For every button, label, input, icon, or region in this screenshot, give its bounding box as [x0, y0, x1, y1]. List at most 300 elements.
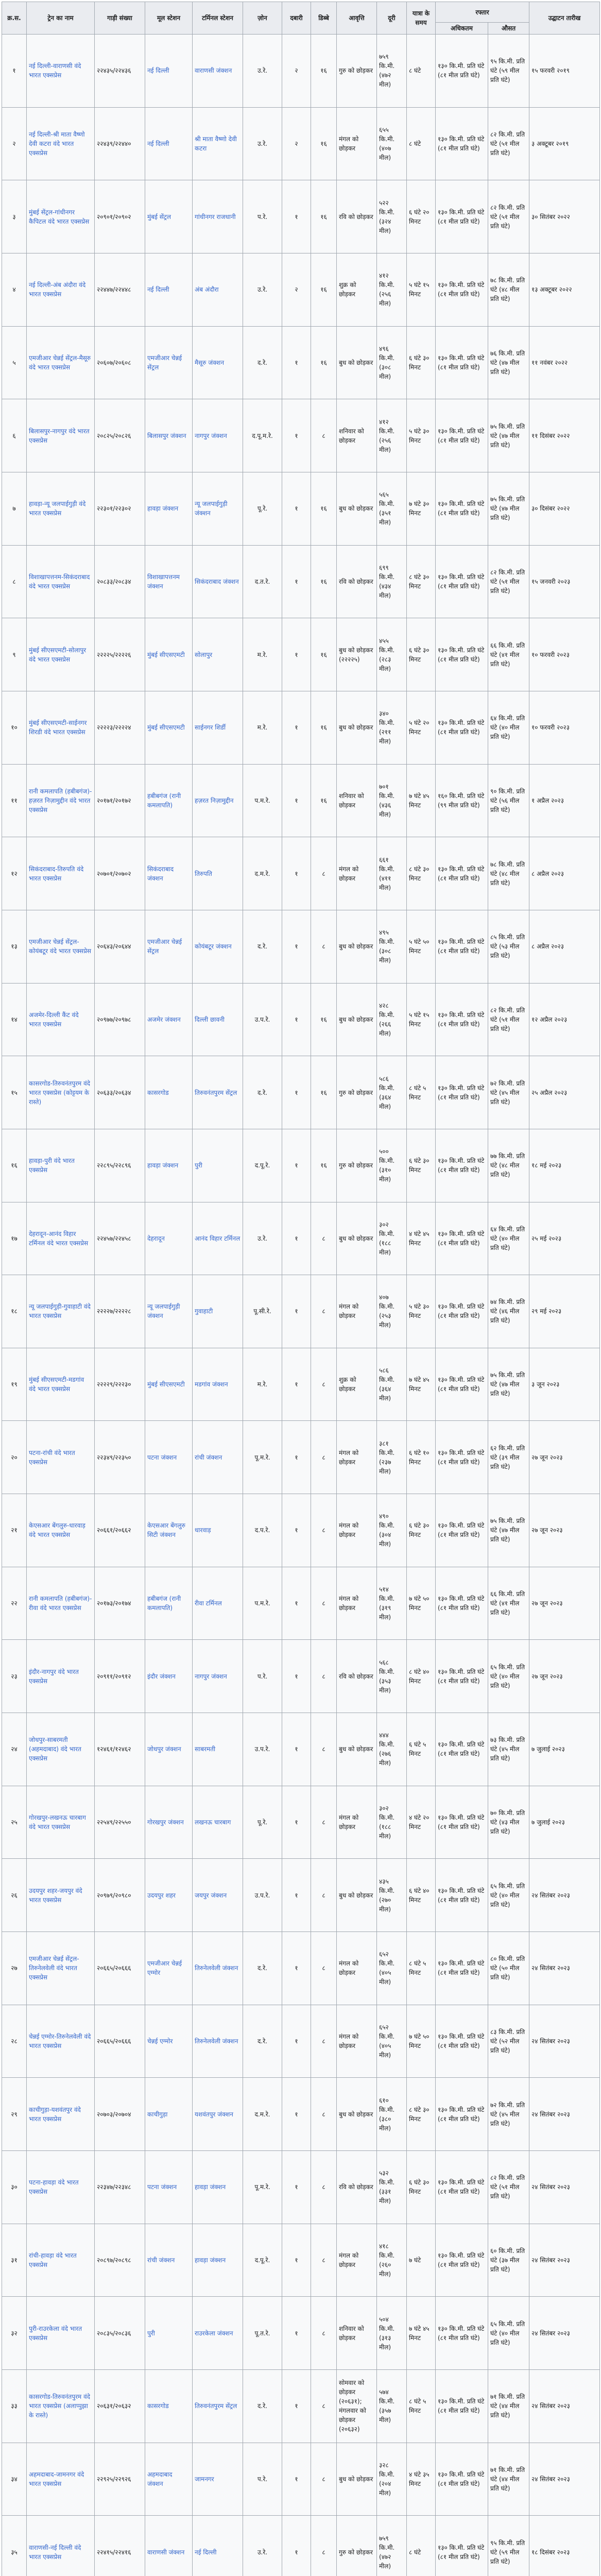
cell-terminal[interactable]: सोलापुर	[193, 618, 243, 691]
cell-name[interactable]: अजमेर-दिल्ली कैंट वंदे भारत एक्सप्रेस	[27, 983, 95, 1056]
cell-speed-max: १३० कि.मी. प्रति घंटे (८१ मील प्रति घंटे)	[436, 2005, 488, 2078]
cell-terminal[interactable]: हावड़ा जंक्शन	[193, 2224, 243, 2297]
cell-coaches: १६	[311, 618, 337, 691]
cell-terminal[interactable]: जामनगर	[193, 2443, 243, 2516]
cell-date: २४ सितंबर २०२३	[529, 2078, 600, 2151]
cell-days: मंगल को छोड़कर	[337, 1494, 377, 1567]
cell-name[interactable]: मुंबई सीएसएमटी-सोलापुर वंदे भारत एक्सप्रेस	[27, 618, 95, 691]
cell-days: मंगल को छोड़कर	[337, 837, 377, 910]
cell-time: ८ घंटे ३० मिनट	[407, 837, 436, 910]
cell-freq: १	[282, 764, 311, 837]
cell-no: २७	[2, 1932, 27, 2005]
cell-time: ८ घंटे ४० मिनट	[407, 1640, 436, 1713]
cell-number: २२५४९/२२५५०	[95, 1786, 145, 1859]
cell-number: १२४६१/१२४६२	[95, 1713, 145, 1786]
cell-coaches: १६	[311, 1056, 337, 1129]
cell-name[interactable]: हावड़ा-न्यू जलपाईगुड़ी वंदे भारत एक्सप्रेस	[27, 472, 95, 545]
cell-name[interactable]: काचीगुड़ा-यशवंतपुर वंदे भारत एक्सप्रेस	[27, 2078, 95, 2151]
cell-distance: ४९६ कि.मी. (३०८ मील)	[377, 326, 407, 399]
cell-freq: १	[282, 1567, 311, 1640]
cell-speed-max: १३० कि.मी. प्रति घंटे (८१ मील प्रति घंटे)	[436, 1129, 488, 1202]
cell-speed-max: १३० कि.मी. प्रति घंटे (८१ मील प्रति घंटे)	[436, 1348, 488, 1421]
cell-zone: द.पू.म.रे.	[243, 399, 282, 472]
cell-name[interactable]: एमजीआर चेन्नई सेंट्रल-तिरुनेलवेली वंदे भारत एक्सप्रेस	[27, 1932, 95, 2005]
cell-coaches: १६	[311, 764, 337, 837]
cell-origin[interactable]: मुंबई सीएसएमटी	[145, 618, 193, 691]
cell-speed-avg: ८२ कि.मी. प्रति घंटे (५१ मील प्रति घंटे)	[488, 983, 529, 1056]
cell-freq: १	[282, 399, 311, 472]
cell-terminal[interactable]: धारवाड़	[193, 1494, 243, 1567]
cell-zone: पू.सी.रे.	[243, 1275, 282, 1348]
cell-freq: १	[282, 2516, 311, 2576]
header-distance[interactable]: दूरी	[377, 2, 407, 35]
cell-speed-max: १३० कि.मी. प्रति घंटे (८१ मील प्रति घंटे)	[436, 1056, 488, 1129]
cell-terminal[interactable]: रांची जंक्शन	[193, 1421, 243, 1494]
cell-distance: ५१४ कि.मी. (३१९ मील)	[377, 1567, 407, 1640]
cell-coaches: ८	[311, 399, 337, 472]
cell-origin[interactable]: पटना जंक्शन	[145, 1421, 193, 1494]
cell-freq: १	[282, 2370, 311, 2443]
cell-terminal[interactable]: साबरमती	[193, 1713, 243, 1786]
cell-origin[interactable]: एमजीआर चेन्नई एग्मोर	[145, 1932, 193, 2005]
cell-number: २२४१५/२२४१६	[95, 2516, 145, 2576]
cell-terminal[interactable]: लखनऊ चारबाग	[193, 1786, 243, 1859]
cell-name[interactable]: रानी कमलापति (हबीबगंज)-हज़रत निज़ामुद्दीन वंदे भारत एक्सप्रेस	[27, 764, 95, 837]
cell-number: २०९११/२०९१२	[95, 1640, 145, 1713]
cell-name[interactable]: अहमदाबाद-जामनगर वंदे भारत एक्सप्रेस	[27, 2443, 95, 2516]
cell-days: शनिवार को छोड़कर	[337, 2297, 377, 2370]
cell-no: ३	[2, 180, 27, 253]
cell-no: ३१	[2, 2224, 27, 2297]
cell-speed-max: १३० कि.मी. प्रति घंटे (८१ मील प्रति घंटे)	[436, 2516, 488, 2576]
cell-name[interactable]: नई दिल्ली-श्री माता वैष्णो देवी कटरा वंदे भारत एक्सप्रेस	[27, 107, 95, 180]
cell-speed-avg: ७५ कि.मी. प्रति घंटे (४७ मील प्रति घंटे)	[488, 399, 529, 472]
cell-number: २२४५७/२२४५८	[95, 1202, 145, 1275]
cell-time: ४ घंटे ३५ मिनट	[407, 2443, 436, 2516]
cell-freq: २	[282, 107, 311, 180]
cell-name[interactable]: रांची-हावड़ा वंदे भारत एक्सप्रेस	[27, 2224, 95, 2297]
table-row	[2, 1056, 600, 1129]
cell-origin[interactable]: वाराणसी जंक्शन	[145, 2516, 193, 2576]
cell-terminal[interactable]: नई दिल्ली	[193, 2516, 243, 2576]
cell-days: मंगल को छोड़कर	[337, 1932, 377, 2005]
cell-freq: १	[282, 326, 311, 399]
cell-no: २०	[2, 1421, 27, 1494]
cell-freq: १	[282, 2443, 311, 2516]
cell-origin[interactable]: हबीबगंज (रानी कमलापति)	[145, 764, 193, 837]
cell-freq: १	[282, 910, 311, 983]
cell-time: ६ घंटे ३० मिनट	[407, 1494, 436, 1567]
table-row	[2, 1129, 600, 1202]
cell-terminal[interactable]: तिरुवनंतपुरम सेंट्रल	[193, 1056, 243, 1129]
cell-name[interactable]: उदयपुर शहर-जयपुर वंदे भारत एक्सप्रेस	[27, 1859, 95, 1932]
cell-speed-max: १३० कि.मी. प्रति घंटे (८१ मील प्रति घंटे)	[436, 2224, 488, 2297]
cell-zone: प.रे.	[243, 1640, 282, 1713]
cell-speed-max: १३० कि.मी. प्रति घंटे (८१ मील प्रति घंटे)	[436, 2151, 488, 2224]
cell-coaches: ८	[311, 2297, 337, 2370]
cell-date: २७ जून २०२३	[529, 1567, 600, 1640]
cell-date: २५ अप्रैल २०२३	[529, 1056, 600, 1129]
cell-no: ५	[2, 326, 27, 399]
cell-speed-avg: ६५ कि.मी. प्रति घंटे (४० मील प्रति घंटे)	[488, 1859, 529, 1932]
cell-freq: १	[282, 837, 311, 910]
cell-origin[interactable]: हावड़ा जंक्शन	[145, 1129, 193, 1202]
cell-terminal[interactable]: न्यू जलपाईगुड़ी जंक्शन	[193, 472, 243, 545]
cell-origin[interactable]: एमजीआर चेन्नई सेंट्रल	[145, 910, 193, 983]
cell-distance: ६५२ कि.मी. (४०५ मील)	[377, 1932, 407, 2005]
cell-origin[interactable]: देहरादून	[145, 1202, 193, 1275]
cell-number: २०६६१/२०६६२	[95, 1494, 145, 1567]
cell-speed-max: १३० कि.मी. प्रति घंटे (८१ मील प्रति घंटे)	[436, 2443, 488, 2516]
cell-terminal[interactable]: तिरुपति	[193, 837, 243, 910]
cell-origin[interactable]: अजमेर जंक्शन	[145, 983, 193, 1056]
cell-distance: ४१२ कि.मी. (२५६ मील)	[377, 399, 407, 472]
cell-origin[interactable]: कासरगोड	[145, 2370, 193, 2443]
cell-date: ३ अक्टूबर २०१९	[529, 107, 600, 180]
cell-origin[interactable]: इंदौर जंक्शन	[145, 1640, 193, 1713]
cell-speed-max: १३० कि.मी. प्रति घंटे (८१ मील प्रति घंटे)	[436, 253, 488, 326]
cell-date: १८ दिसंबर २०२३	[529, 2516, 600, 2576]
cell-days: रवि को छोड़कर	[337, 2151, 377, 2224]
cell-terminal[interactable]: तिरुनेलवेली जंक्शन	[193, 2005, 243, 2078]
cell-coaches: ८	[311, 1567, 337, 1640]
cell-zone: पू.रे.	[243, 1786, 282, 1859]
cell-speed-max: १३० कि.मी. प्रति घंटे (८१ मील प्रति घंटे)	[436, 545, 488, 618]
header-origin[interactable]: मूल स्टेशन	[145, 2, 193, 35]
header-inaugurated[interactable]: उद्घाटन तारीख	[529, 2, 600, 35]
cell-time: ८ घंटे ५ मिनट	[407, 1056, 436, 1129]
cell-speed-avg: ८२ कि.मी. प्रति घंटे (५१ मील प्रति घंटे)	[488, 545, 529, 618]
cell-speed-avg: ८० कि.मी. प्रति घंटे (५० मील प्रति घंटे)	[488, 1932, 529, 2005]
cell-coaches: १६	[311, 472, 337, 545]
cell-date: २४ सितंबर २०२३	[529, 2224, 600, 2297]
cell-origin[interactable]: नई दिल्ली	[145, 35, 193, 108]
cell-terminal[interactable]: जयपुर जंक्शन	[193, 1859, 243, 1932]
cell-distance: ३४० कि.मी. (२११ मील)	[377, 691, 407, 764]
cell-name[interactable]: मुंबई सीएसएमटी-साईनगर शिरडी वंदे भारत एक्सप्रेस	[27, 691, 95, 764]
cell-origin[interactable]: नई दिल्ली	[145, 253, 193, 326]
cell-name[interactable]: बिलासपुर-नागपुर वंदे भारत एक्सप्रेस	[27, 399, 95, 472]
table-body	[2, 35, 600, 2576]
table-row	[2, 1713, 600, 1786]
cell-coaches: ८	[311, 910, 337, 983]
cell-time: ८ घंटे ५ मिनट	[407, 1932, 436, 2005]
cell-no: १५	[2, 1056, 27, 1129]
cell-days: बुध को छोड़कर	[337, 1859, 377, 1932]
cell-no: १७	[2, 1202, 27, 1275]
cell-no: ३०	[2, 2151, 27, 2224]
cell-days: शनिवार को छोड़कर	[337, 764, 377, 837]
cell-date: १२ अप्रैल २०२३	[529, 983, 600, 1056]
cell-terminal[interactable]: रीवा टर्मिनल	[193, 1567, 243, 1640]
cell-speed-avg: ६४ कि.मी. प्रति घंटे (४० मील प्रति घंटे)	[488, 1202, 529, 1275]
cell-no: १८	[2, 1275, 27, 1348]
cell-speed-avg: ६५ कि.मी. प्रति घंटे (४० मील प्रति घंटे)	[488, 1640, 529, 1713]
cell-speed-avg: ६० कि.मी. प्रति घंटे (३७ मील प्रति घंटे)	[488, 2224, 529, 2297]
cell-number: २२२२५/२२२२६	[95, 618, 145, 691]
cell-terminal[interactable]: तिरुवनंतपुरम सेंट्रल	[193, 2370, 243, 2443]
cell-no: ३५	[2, 2516, 27, 2576]
cell-speed-avg: ६२ कि.मी. प्रति घंटे (३९ मील प्रति घंटे)	[488, 1421, 529, 1494]
header-speed: रफ्तार	[436, 2, 529, 23]
cell-coaches: ८	[311, 1640, 337, 1713]
cell-terminal[interactable]: नागपुर जंक्शन	[193, 1640, 243, 1713]
cell-no: ६	[2, 399, 27, 472]
table-row	[2, 910, 600, 983]
cell-origin[interactable]: मुंबई सीएसएमटी	[145, 691, 193, 764]
cell-terminal[interactable]: यशवंतपुर जंक्शन	[193, 2078, 243, 2151]
cell-freq: १	[282, 1713, 311, 1786]
header-no[interactable]: क्र.स.	[2, 2, 27, 35]
cell-origin[interactable]: सिकंदराबाद जंक्शन	[145, 837, 193, 910]
cell-origin[interactable]: चेन्नई एग्मोर	[145, 2005, 193, 2078]
header-terminal[interactable]: टर्मिनल स्टेशन	[193, 2, 243, 35]
header-speed-avg[interactable]: औसत	[488, 23, 529, 35]
cell-terminal[interactable]: मैसूरु जंक्शन	[193, 326, 243, 399]
cell-no: २६	[2, 1859, 27, 1932]
cell-terminal[interactable]: हज़रत निज़ामुद्दीन	[193, 764, 243, 837]
cell-freq: १	[282, 2297, 311, 2370]
cell-origin[interactable]: उदयपुर शहर	[145, 1859, 193, 1932]
cell-origin[interactable]: नई दिल्ली	[145, 107, 193, 180]
cell-number: २२४३९/२२४४०	[95, 107, 145, 180]
cell-no: १९	[2, 1348, 27, 1421]
table-row	[2, 2078, 600, 2151]
cell-days: मंगल को छोड़कर	[337, 107, 377, 180]
cell-terminal[interactable]: सिकंदराबाद जंक्शन	[193, 545, 243, 618]
cell-no: १६	[2, 1129, 27, 1202]
cell-date: १ अप्रैल २०२३	[529, 764, 600, 837]
cell-freq: २	[282, 253, 311, 326]
cell-terminal[interactable]: गांधीनगर राजधानी	[193, 180, 243, 253]
cell-speed-avg: ७५ कि.मी. प्रति घंटे (४७ मील प्रति घंटे)	[488, 1348, 529, 1421]
cell-origin[interactable]: हावड़ा जंक्शन	[145, 472, 193, 545]
cell-terminal[interactable]: वाराणसी जंक्शन	[193, 35, 243, 108]
cell-speed-avg: ६४ कि.मी. प्रति घंटे (४० मील प्रति घंटे)	[488, 691, 529, 764]
header-days[interactable]: आवृत्ति	[337, 2, 377, 35]
cell-terminal[interactable]: मडगांव जंक्शन	[193, 1348, 243, 1421]
cell-name[interactable]: पटना-रांची वंदे भारत एक्सप्रेस	[27, 1421, 95, 1494]
cell-name[interactable]: इंदौर-नागपुर वंदे भारत एक्सप्रेस	[27, 1640, 95, 1713]
header-time[interactable]: यात्रा के समय	[407, 2, 436, 35]
cell-name[interactable]: कासरगोड-तिरुवनंतपुरम वंदे भारत एक्सप्रेस (कोट्टयम के रास्ते)	[27, 1056, 95, 1129]
cell-freq: १	[282, 2151, 311, 2224]
cell-coaches: १६	[311, 545, 337, 618]
cell-date: २४ सितंबर २०२३	[529, 2297, 600, 2370]
cell-distance: ४४४ कि.मी. (२७६ मील)	[377, 1713, 407, 1786]
cell-origin[interactable]: केएसआर बेंगलुरु सिटी जंक्शन	[145, 1494, 193, 1567]
cell-origin[interactable]: एमजीआर चेन्नई सेंट्रल	[145, 326, 193, 399]
cell-time: ७ घंटे ४५ मिनट	[407, 1348, 436, 1421]
cell-days: रवि को छोड़कर	[337, 1640, 377, 1713]
cell-name[interactable]: सिकंदराबाद-तिरुपति वंदे भारत एक्सप्रेस	[27, 837, 95, 910]
cell-coaches: १६	[311, 983, 337, 1056]
cell-coaches: ८	[311, 2516, 337, 2576]
cell-no: २२	[2, 1567, 27, 1640]
cell-zone: प.म.रे.	[243, 764, 282, 837]
cell-freq: १	[282, 1421, 311, 1494]
cell-name[interactable]: वाराणसी-नई दिल्ली वंदे भारत एक्सप्रेस	[27, 2516, 95, 2576]
cell-zone: उ.रे.	[243, 1202, 282, 1275]
cell-time: ७ घंटे	[407, 2224, 436, 2297]
cell-speed-max: १३० कि.मी. प्रति घंटे (८१ मील प्रति घंटे)	[436, 1421, 488, 1494]
cell-distance: ४१२ कि.मी. (२५६ मील)	[377, 253, 407, 326]
header-name[interactable]: ट्रेन का नाम	[27, 2, 95, 35]
cell-time: ७ घंटे ४५ मिनट	[407, 764, 436, 837]
cell-freq: १	[282, 545, 311, 618]
cell-days: गुरु को छोड़कर	[337, 1056, 377, 1129]
cell-distance: ३८१ कि.मी. (२३७ मील)	[377, 1421, 407, 1494]
header-speed-max[interactable]: अधिकतम	[436, 23, 488, 35]
cell-distance: ४२८ कि.मी. (२६६ मील)	[377, 983, 407, 1056]
table-row	[2, 2005, 600, 2078]
table-row	[2, 983, 600, 1056]
cell-speed-max: १३० कि.मी. प्रति घंटे (८१ मील प्रति घंटे)	[436, 618, 488, 691]
header-coaches[interactable]: डिब्बे	[311, 2, 337, 35]
cell-origin[interactable]: न्यू जलपाईगुड़ी जंक्शन	[145, 1275, 193, 1348]
cell-time: ७ घंटे ५० मिनट	[407, 2005, 436, 2078]
cell-origin[interactable]: पटना जंक्शन	[145, 2151, 193, 2224]
cell-speed-max: १३० कि.मी. प्रति घंटे (८१ मील प्रति घंटे)	[436, 107, 488, 180]
cell-name[interactable]: देहरादून-आनंद विहार टर्मिनल वंदे भारत एक्सप्रेस	[27, 1202, 95, 1275]
cell-date: २४ सितंबर २०२३	[529, 1932, 600, 2005]
cell-name[interactable]: मुंबई सेंट्रल-गांधीनगर कैपिटल वंदे भारत एक्सप्रेस	[27, 180, 95, 253]
cell-distance: ६६१ कि.मी. (४११ मील)	[377, 837, 407, 910]
cell-days: मंगल को छोड़कर	[337, 2005, 377, 2078]
cell-zone: प.म.रे.	[243, 1567, 282, 1640]
cell-no: २४	[2, 1713, 27, 1786]
cell-speed-max: १३० कि.मी. प्रति घंटे (८१ मील प्रति घंटे)	[436, 180, 488, 253]
cell-terminal[interactable]: आनंद विहार टर्मिनल	[193, 1202, 243, 1275]
cell-name[interactable]: चेन्नई एग्मोर-तिरुनेलवेली वंदे भारत एक्सप्रेस	[27, 2005, 95, 2078]
cell-origin[interactable]: जोधपुर जंक्शन	[145, 1713, 193, 1786]
cell-time: ६ घंटे ३० मिनट	[407, 2151, 436, 2224]
cell-origin[interactable]: गोरखपुर जंक्शन	[145, 1786, 193, 1859]
cell-terminal[interactable]: दिल्ली छावनी	[193, 983, 243, 1056]
cell-coaches: १६	[311, 326, 337, 399]
cell-speed-avg: ६६ कि.मी. प्रति घंटे (४१ मील प्रति घंटे)	[488, 618, 529, 691]
cell-terminal[interactable]: गुवाहाटी	[193, 1275, 243, 1348]
cell-terminal[interactable]: हावड़ा जंक्शन	[193, 2151, 243, 2224]
cell-freq: १	[282, 1129, 311, 1202]
cell-freq: १	[282, 2224, 311, 2297]
cell-number: २०६६५/२०६६६	[95, 1932, 145, 2005]
cell-distance: ६५५ कि.मी. (४०७ मील)	[377, 107, 407, 180]
cell-zone: प.रे.	[243, 180, 282, 253]
cell-name[interactable]: नई दिल्ली-अंब अंदौरा वंदे भारत एक्सप्रेस	[27, 253, 95, 326]
cell-origin[interactable]: मुंबई सीएसएमटी	[145, 1348, 193, 1421]
cell-distance: ४९५ कि.मी. (३०८ मील)	[377, 910, 407, 983]
cell-terminal[interactable]: अंब अंदौरा	[193, 253, 243, 326]
cell-number: २२४४७/२२४४८	[95, 253, 145, 326]
cell-origin[interactable]: पुरी	[145, 2297, 193, 2370]
cell-name[interactable]: एमजीआर चेन्नई सेंट्रल-मैसूरु वंदे भारत एक्सप्रेस	[27, 326, 95, 399]
cell-terminal[interactable]: तिरुनेलवेली जंक्शन	[193, 1932, 243, 2005]
cell-zone: प.रे.	[243, 2443, 282, 2516]
cell-days: गुरु को छोड़कर	[337, 1129, 377, 1202]
cell-terminal[interactable]: राउरकेला जंक्शन	[193, 2297, 243, 2370]
cell-number: २०८२५/२०८२६	[95, 399, 145, 472]
cell-name[interactable]: पटना-हावड़ा वंदे भारत एक्सप्रेस	[27, 2151, 95, 2224]
table-row	[2, 399, 600, 472]
cell-days: शुक्र को छोड़कर	[337, 1348, 377, 1421]
table-row	[2, 1202, 600, 1275]
cell-no: २१	[2, 1494, 27, 1567]
cell-speed-max: १६० कि.मी. प्रति घंटे (९९ मील प्रति घंटे)	[436, 764, 488, 837]
cell-speed-avg: ९५ कि.मी. प्रति घंटे (५९ मील प्रति घंटे)	[488, 35, 529, 108]
cell-days: गुरु को छोड़कर	[337, 2516, 377, 2576]
cell-zone: पू.म.रे.	[243, 1421, 282, 1494]
cell-speed-avg: ७१ कि.मी. प्रति घंटे (४४ मील प्रति घंटे)	[488, 2443, 529, 2516]
cell-terminal[interactable]: श्री माता वैष्णो देवी कटरा	[193, 107, 243, 180]
cell-origin[interactable]: रांची जंक्शन	[145, 2224, 193, 2297]
cell-number: २०१७१/२०१७२	[95, 764, 145, 837]
cell-speed-max: १३० कि.मी. प्रति घंटे (८१ मील प्रति घंटे)	[436, 472, 488, 545]
cell-name[interactable]: पुरी-राउरकेला वंदे भारत एक्सप्रेस	[27, 2297, 95, 2370]
cell-speed-avg: ७७ कि.मी. प्रति घंटे (४८ मील प्रति घंटे)	[488, 1129, 529, 1202]
cell-origin[interactable]: मुंबई सेंट्रल	[145, 180, 193, 253]
cell-freq: १	[282, 1640, 311, 1713]
cell-distance: ४१८ कि.मी. (२६० मील)	[377, 2224, 407, 2297]
cell-name[interactable]: जोधपुर-साबरमती (अहमदाबाद) वंदे भारत एक्सप्रेस	[27, 1713, 95, 1786]
cell-zone: उ.रे.	[243, 253, 282, 326]
cell-name[interactable]: केएसआर बेंगलुरु-धारवाड़ वंदे भारत एक्सप्रेस	[27, 1494, 95, 1567]
cell-speed-avg: ७० कि.मी. प्रति घंटे (४३ मील प्रति घंटे)	[488, 1786, 529, 1859]
cell-number: २२३४९/२२३५०	[95, 1421, 145, 1494]
cell-distance: ३०२ कि.मी. (१८८ मील)	[377, 1202, 407, 1275]
cell-name[interactable]: न्यू जलपाईगुड़ी-गुवाहाटी वंदे भारत एक्सप्रेस	[27, 1275, 95, 1348]
cell-origin[interactable]: विशाखापत्तनम जंक्शन	[145, 545, 193, 618]
cell-number: २०८३३/२०८३४	[95, 545, 145, 618]
cell-name[interactable]: नई दिल्ली-वाराणसी वंदे भारत एक्सप्रेस	[27, 35, 95, 108]
cell-origin[interactable]: अहमदाबाद जंक्शन	[145, 2443, 193, 2516]
cell-time: ४ घंटे २० मिनट	[407, 1786, 436, 1859]
cell-terminal[interactable]: नागपुर जंक्शन	[193, 399, 243, 472]
header-number[interactable]: गाड़ी संख्या	[95, 2, 145, 35]
cell-terminal[interactable]: साईनगर शिर्डी	[193, 691, 243, 764]
cell-time: ४ घंटे ४५ मिनट	[407, 1202, 436, 1275]
table-row	[2, 35, 600, 108]
cell-time: ५ घंटे ३० मिनट	[407, 1275, 436, 1348]
cell-origin[interactable]: काचीगुड़ा	[145, 2078, 193, 2151]
cell-zone: उ.प.रे.	[243, 1859, 282, 1932]
cell-name[interactable]: विशाखापत्तनम-सिकंदराबाद वंदे भारत एक्सप्रेस	[27, 545, 95, 618]
cell-name[interactable]: रानी कमलापति (हबीबगंज)-रीवा वंदे भारत एक्सप्रेस	[27, 1567, 95, 1640]
cell-origin[interactable]: हबीबगंज (रानी कमलापति)	[145, 1567, 193, 1640]
cell-speed-avg: ७८ कि.मी. प्रति घंटे (४८ मील प्रति घंटे)	[488, 253, 529, 326]
cell-origin[interactable]: बिलासपुर जंक्शन	[145, 399, 193, 472]
cell-terminal[interactable]: पुरी	[193, 1129, 243, 1202]
cell-terminal[interactable]: कोयंबटूर जंक्शन	[193, 910, 243, 983]
cell-zone: द.पू.रे.	[243, 1129, 282, 1202]
cell-origin[interactable]: कासरगोड	[145, 1056, 193, 1129]
cell-days: बुध को छोड़कर	[337, 1713, 377, 1786]
cell-freq: १	[282, 1202, 311, 1275]
cell-name[interactable]: गोरखपुर-लखनऊ चारबाग वंदे भारत एक्सप्रेस	[27, 1786, 95, 1859]
cell-name[interactable]: हावड़ा-पुरी वंदे भारत एक्सप्रेस	[27, 1129, 95, 1202]
cell-speed-avg: ९५ कि.मी. प्रति घंटे (५९ मील प्रति घंटे)	[488, 2516, 529, 2576]
header-zone[interactable]: ज़ोन	[243, 2, 282, 35]
cell-name[interactable]: मुंबई सीएसएमटी-मडगांव वंदे भारत एक्सप्रेस	[27, 1348, 95, 1421]
cell-name[interactable]: एमजीआर चेन्नई सेंट्रल-कोयंबटूर वंदे भारत एक्सप्रेस	[27, 910, 95, 983]
cell-distance: ५८६ कि.मी. (३६४ मील)	[377, 1056, 407, 1129]
cell-number: २२९२५/२२९२६	[95, 2443, 145, 2516]
cell-coaches: ८	[311, 1275, 337, 1348]
header-frequency[interactable]: दबारी	[282, 2, 311, 35]
cell-name[interactable]: कासरगोड-तिरुवनंतपुरम वंदे भारत एक्सप्रेस (अलाप्पुझा के रास्ते)	[27, 2370, 95, 2443]
cell-distance: ५६५ कि.मी. (३५१ मील)	[377, 472, 407, 545]
cell-speed-avg: ९० कि.मी. प्रति घंटे (५६ मील प्रति घंटे)	[488, 764, 529, 837]
